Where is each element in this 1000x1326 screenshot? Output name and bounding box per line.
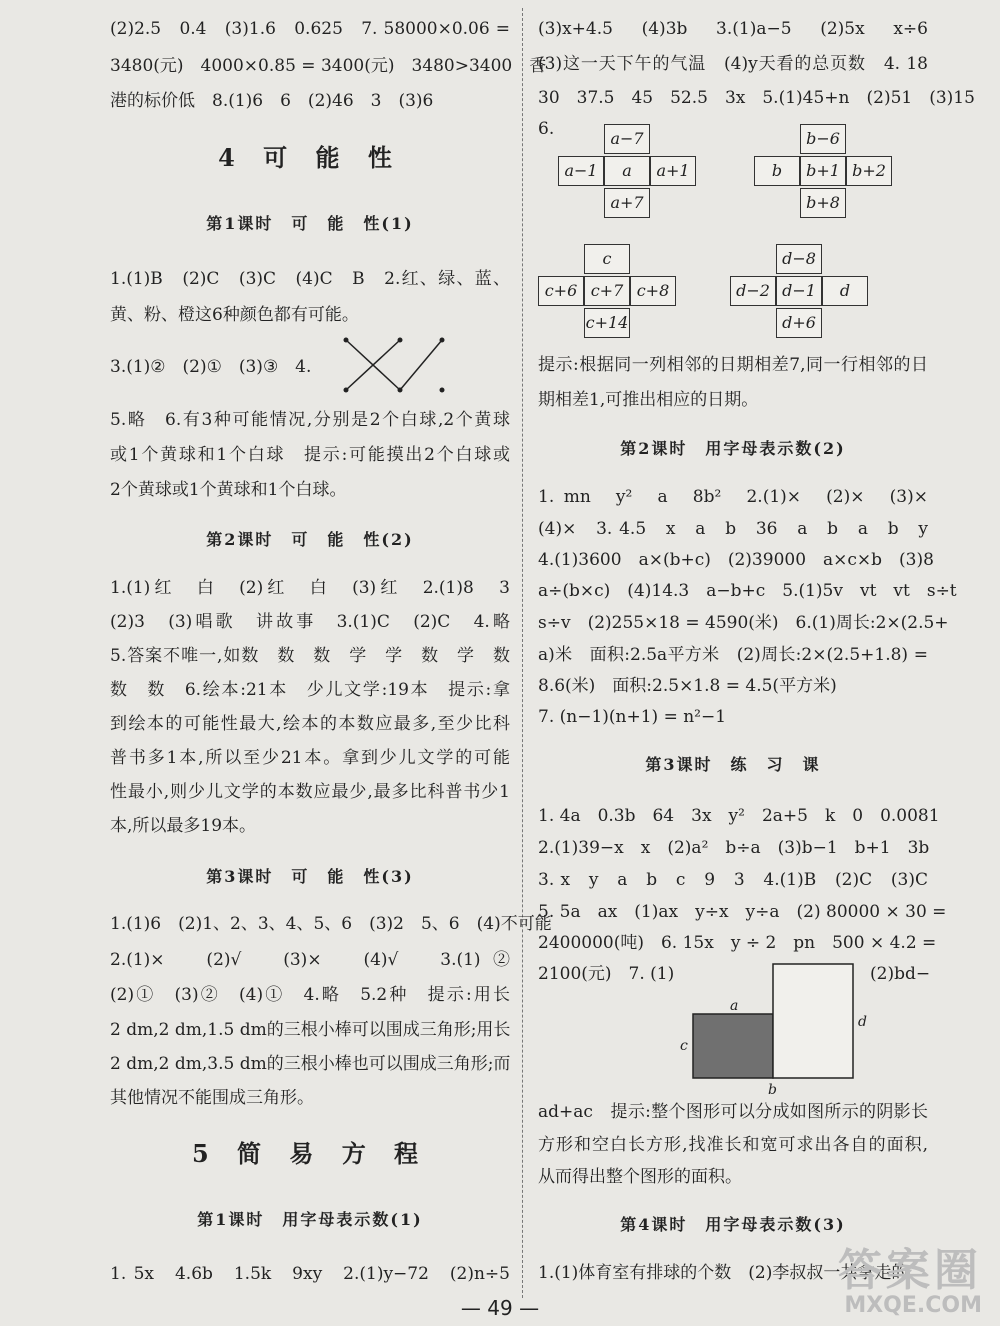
figure-label-d: d [858,1014,867,1030]
text-line: 普书多1本,所以至少21本。拿到少儿文学的可能 [110,748,510,768]
text-line: a)米 面积:2.5a平方米 (2)周长:2×(2.5+1.8) = [538,645,928,665]
grid-cell-right: d [822,276,868,306]
text-line: 5. 5a ax (1)ax y÷x y÷a (2) 80000 × 30 = [538,902,947,922]
text-line: 8.6(米) 面积:2.5×1.8 = 4.5(平方米) [538,676,837,696]
text-line: s÷v (2)255×18 = 4590(米) 6.(1)周长:2×(2.5+ [538,613,949,633]
text-line: 性最小,则少儿文学的本数应最少,最多比科普书少1 [110,782,510,802]
chapter-title: 4 可 能 性 [218,143,402,172]
figure-label-a: a [730,998,739,1014]
text-line: 期相差1,可推出相应的日期。 [538,390,759,410]
text-line: 数 数 6.绘本:21本 少儿文学:19本 提示:拿 [110,680,510,700]
text-line: (2)3 (3)唱歌 讲故事 3.(1)C (2)C 4.略 [110,612,510,632]
grid-cell-left: d−2 [730,276,776,306]
text-line: 7. (n−1)(n+1) = n²−1 [538,707,727,727]
figure-label-c: c [680,1038,688,1054]
grid-cell-right: c+8 [630,276,676,306]
grid-cell-center: c+7 [584,276,630,306]
grid-cell-top: a−7 [604,124,650,154]
text-line: 其他情况不能围成三角形。 [110,1088,314,1108]
grid-cell-center: d−1 [776,276,822,306]
grid-cell-bottom: b+8 [800,188,846,218]
grid-cell-top: d−8 [776,244,822,274]
text-line: 3480(元) 4000×0.85 = 3400(元) 3480>3400 香 [110,56,547,76]
text-line: 黄、粉、橙这6种颜色都有可能。 [110,305,359,325]
text-line: 或1个黄球和1个白球 提示:可能摸出2个白球或 [110,445,510,465]
text-line: 方形和空白长方形,找准长和宽可求出各自的面积, [538,1135,928,1155]
text-line: 30 37.5 45 52.5 3x 5.(1)45+n (2)51 (3)15 [538,88,975,108]
text-line: 3. x y a b c 9 3 4.(1)B (2)C (3)C [538,870,928,890]
text-line: 1.(1)体育室有排球的个数 (2)李叔叔一共拿走的 [538,1263,909,1283]
text-line: 从而得出整个图形的面积。 [538,1167,742,1187]
text-line: 2.(1)39−x x (2)a² b÷a (3)b−1 b+1 3b [538,838,930,858]
lesson-title: 第2课时 可 能 性(2) [206,530,414,549]
text-line: (3)x+4.5 (4)3b 3.(1)a−5 (2)5x x÷6 [538,19,928,39]
text-line: 1.(1)B (2)C (3)C (4)C B 2.红、绿、蓝、 [110,269,510,289]
grid-cell-left: c+6 [538,276,584,306]
watermark-url: MXQE.COM [844,1293,982,1318]
text-line: 2个黄球或1个黄球和1个白球。 [110,480,347,500]
text-line: 提示:根据同一列相邻的日期相差7,同一行相邻的日 [538,355,928,375]
text-line: ad+ac 提示:整个图形可以分成如图所示的阴影长 [538,1102,928,1122]
lesson-title: 第4课时 用字母表示数(3) [620,1215,846,1234]
text-line: 2100(元) 7. (1) [538,964,675,984]
text-line: 3.(1)② (2)① (3)③ 4. [110,357,312,377]
lesson-title: 第3课时 可 能 性(3) [206,867,414,886]
text-line: 到绘本的可能性最大,绘本的本数应最多,至少比科 [110,714,510,734]
text-line: 1. 4a 0.3b 64 3x y² 2a+5 k 0 0.0081 [538,806,940,826]
text-line: 2 dm,2 dm,3.5 dm的三根小棒也可以围成三角形;而 [110,1054,511,1074]
grid-cell-bottom: d+6 [776,308,822,338]
text-line: (2)2.5 0.4 (3)1.6 0.625 7. 58000×0.06 = [110,19,510,39]
text-line: (3)这一天下午的气温 (4)y天看的总页数 4. 18 [538,54,928,74]
grid-cell-center: a [604,156,650,186]
text-line: 本,所以最多19本。 [110,816,257,836]
watermark-logo [838,1245,982,1318]
figure-label-b: b [768,1082,777,1098]
text-line: 1. 5x 4.6b 1.5k 9xy 2.(1)y−72 (2)n÷5 [110,1264,510,1284]
lesson-title: 第2课时 用字母表示数(2) [620,439,846,458]
grid-cell-bottom: a+7 [604,188,650,218]
grid-cell-bottom: c+14 [584,308,630,338]
grid-cell-top: c [584,244,630,274]
grid-cell-top: b−6 [800,124,846,154]
text-line: 2.(1)× (2)√ (3)× (4)√ 3.(1)② [110,950,510,970]
grid-cell-right: a+1 [650,156,696,186]
text-line: a÷(b×c) (4)14.3 a−b+c 5.(1)5v vt vt s÷t [538,581,957,601]
lesson-title: 第1课时 可 能 性(1) [206,214,414,233]
grid-cell-left: b [754,156,800,186]
grid-cell-left: a−1 [558,156,604,186]
watermark-text: 答案圈 [838,1245,982,1296]
text-line: 1. mn y² a 8b² 2.(1)× (2)× (3)× [538,487,928,507]
text-line: 5.略 6.有3种可能情况,分别是2个白球,2个黄球 [110,410,510,430]
grid-cell-right: b+2 [846,156,892,186]
rectangles-figure [680,960,878,1100]
text-line: 1.(1)红 白 (2)红 白 (3)红 2.(1)8 3 [110,578,510,598]
lesson-title: 第1课时 用字母表示数(1) [197,1210,423,1229]
text-line: 2 dm,2 dm,1.5 dm的三根小棒可以围成三角形;用长 [110,1020,511,1040]
text-line: 1.(1)6 (2)1、2、3、4、5、6 (3)2 5、6 (4)不可能 [110,914,552,934]
page-number: — 49 — [460,1296,540,1320]
text-line: 港的标价低 8.(1)6 6 (2)46 3 (3)6 [110,91,434,111]
lesson-title: 第3课时 练 习 课 [645,755,821,774]
text-line: (4)× 3. 4.5 x a b 36 a b a b y [538,519,928,539]
column-divider [522,8,523,1298]
matching-lines-figure [342,334,452,396]
text-line: 4.(1)3600 a×(b+c) (2)39000 a×c×b (3)8 [538,550,934,570]
chapter-title: 5 简 易 方 程 [191,1139,429,1168]
grid-cell-center: b+1 [800,156,846,186]
text-line: 2400000(吨) 6. 15x y ÷ 2 pn 500 × 4.2 = [538,933,937,953]
text-line: 5.答案不唯一,如数 数 数 学 学 数 学 数 [110,646,510,666]
text-line: 6. [538,119,555,139]
text-line: (2)bd− [870,964,931,984]
text-line: (2)① (3)② (4)① 4.略 5.2种 提示:用长 [110,985,510,1005]
